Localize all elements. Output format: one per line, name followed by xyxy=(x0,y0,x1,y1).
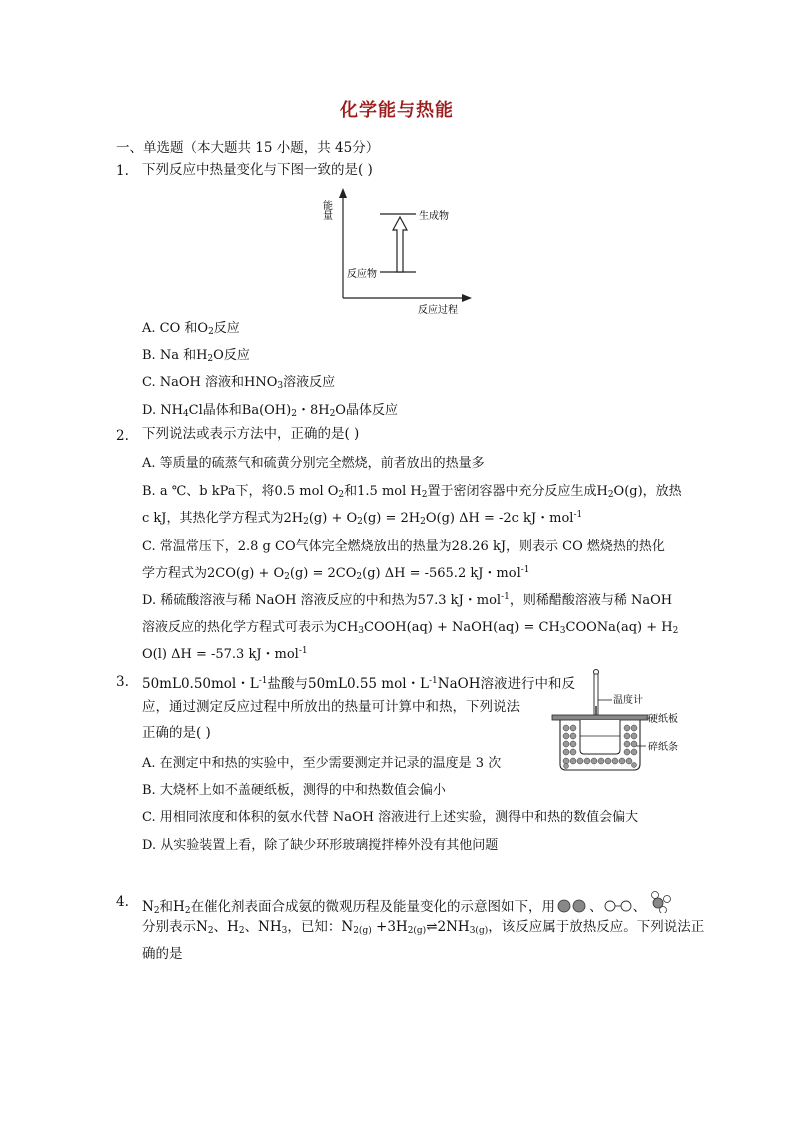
page-title: 化学能与热能 xyxy=(340,100,454,121)
question-3-line2: 应，通过测定反应过程中所放出的热量可计算中和热，下列说法 xyxy=(142,699,520,715)
n2-molecule-icon xyxy=(555,899,589,913)
board xyxy=(552,715,648,720)
question-2-stem: 下列说法或表示方法中，正确的是( ) xyxy=(142,426,360,442)
q1-option-a: A. CO 和$O_2$反应 xyxy=(142,321,240,337)
y-axis-arrow xyxy=(339,188,347,198)
nh3-molecule-icon xyxy=(646,891,676,913)
question-4-line2: 分别表示$N_2$、$H_2$、$NH_3$，已知：$N_{2(g)}$ $+3H_{2(g)}\rightleftharpoons 2NH_{3(g)}$，该反应属于放热反应。下列说法正 xyxy=(142,919,705,936)
q2-option-a: A. 等质量的硫蒸气和硫黄分别完全燃烧，前者放出的热量多 xyxy=(142,456,485,471)
q2-option-d-line1: D. 稀硫酸溶液与稀 NaOH 溶液反应的中和热为57.3 kJ・mol$^{-1}$，则稀醋酸溶液与稀 NaOH xyxy=(142,592,673,608)
question-number-1: 1. xyxy=(116,163,129,179)
x-axis-label: 反应过程 xyxy=(418,305,458,316)
q1-option-b: B. Na 和$H_2O$反应 xyxy=(142,348,250,364)
question-number-4: 4. xyxy=(116,894,129,910)
q1-option-d: D. $NH_4Cl$晶体和$Ba(OH)_2$・$8H_2O$晶体反应 xyxy=(142,403,398,419)
question-3-line1: 50mL0.50mol・$L^{-1}$盐酸与50mL0.55 mol・$L^{-1}NaOH$溶液进行中和反 xyxy=(142,676,575,692)
section-heading: 一、单选题（本大题共 15 小题，共 45分） xyxy=(116,140,380,156)
energy-diagram xyxy=(320,186,480,316)
x-axis-arrow xyxy=(462,294,472,302)
thermometer-label: 温度计 xyxy=(613,695,643,706)
board-label: 硬纸板 xyxy=(648,714,678,725)
q2-option-b-line1: B. a ℃、b kPa下，将0.5 mol $O_2$和1.5 mol $H_2$置于密闭容器中充分反应生成$H_2O(g)$，放热 xyxy=(142,484,682,500)
question-4-line3: 确的是 xyxy=(142,946,183,962)
q2-option-c-line1: C. 常温常压下，2.8 g CO气体完全燃烧放出的热量为28.26 kJ，则表示 CO 燃烧热的热化 xyxy=(142,539,665,554)
q2-option-d-line2: 溶液反应的热化学方程式可表示为$CH_3COOH(aq)$ + NaOH(aq) = $CH_3COONa(aq) + H_2$ xyxy=(142,620,679,636)
q3-option-b: B. 大烧杯上如不盖硬纸板，测得的中和热数值会偏小 xyxy=(142,783,446,798)
question-1-stem: 下列反应中热量变化与下图一致的是( ) xyxy=(142,162,373,178)
energy-up-arrow xyxy=(393,217,407,272)
q1-option-c: C. NaOH 溶液和$HNO_3$溶液反应 xyxy=(142,375,336,391)
calorimeter-figure xyxy=(546,666,686,776)
paper-label: 碎纸条 xyxy=(648,742,678,753)
y-axis-label: 能量 xyxy=(320,200,332,220)
question-number-3: 3. xyxy=(116,674,129,690)
q3-option-a: A. 在测定中和热的实验中，至少需要测定并记录的温度是 3 次 xyxy=(142,756,502,771)
question-4-line1: $N_2$和$H_2$在催化剂表面合成氨的微观历程及能量变化的示意图如下，用 、 、 xyxy=(142,891,676,920)
q2-option-d-line3: O(l) ΔH = -57.3 kJ・mol$^{-1}$ xyxy=(142,646,308,662)
question-number-2: 2. xyxy=(116,428,129,444)
question-3-line3: 正确的是( ) xyxy=(142,725,211,741)
q2-option-c-line2: 学方程式为$2CO(g) + O_2(g) = 2CO_2(g) \Delta H = -565.2$ kJ・mol$^{-1}$ xyxy=(142,565,530,582)
inner-beaker xyxy=(580,720,620,754)
product-label: 生成物 xyxy=(419,211,449,222)
q3-option-c: C. 用相同浓度和体积的氨水代替 NaOH 溶液进行上述实验，测得中和热的数值会偏大 xyxy=(142,810,639,825)
q2-option-b-line2: c kJ，其热化学方程式为$2H_2(g) + O_2(g) = 2H_2O(g) \Delta H = -2c$ kJ・mol$^{-1}$ xyxy=(142,510,583,527)
reactant-label: 反应物 xyxy=(347,269,377,280)
h2-molecule-icon xyxy=(603,899,633,913)
q3-option-d: D. 从实验装置上看，除了缺少环形玻璃搅拌棒外没有其他问题 xyxy=(142,838,499,853)
